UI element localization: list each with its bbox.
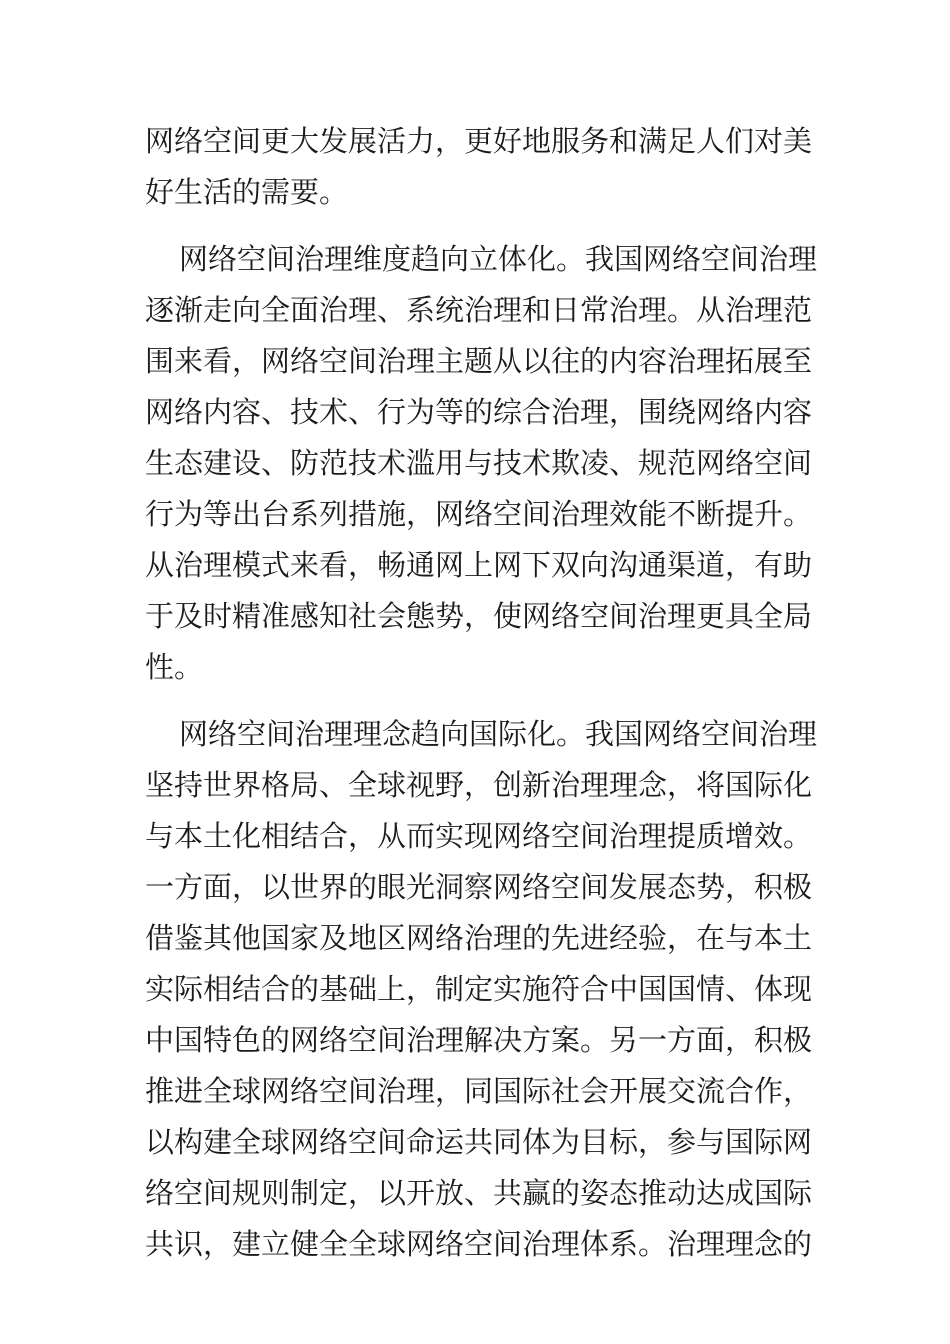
text-line: 中国特色的网络空间治理解决方案。另一方面，积极 [145,1023,813,1057]
text-line: 坚持世界格局、全球视野，创新治理理念，将国际化 [145,768,813,802]
paragraph-3 [145,709,818,1270]
text-line: 以构建全球网络空间命运共同体为目标，参与国际网 [145,1125,813,1159]
text-line: 性。 [145,650,204,684]
paragraph-2 [145,234,818,693]
text-line: 围来看，网络空间治理主题从以往的内容治理拓展至 [145,344,813,378]
paragraph-gap [145,218,807,234]
text-line: 与本土化相结合，从而实现网络空间治理提质增效。 [145,819,813,853]
paragraph-1 [145,116,813,218]
text-line: 好生活的需要。 [145,175,349,209]
text-line: 从治理模式来看，畅通网上网下双向沟通渠道，有助 [145,548,813,582]
text-line: 生态建设、防范技术滥用与技术欺凌、规范网络空间 [145,446,813,480]
text-line: 网络空间更大发展活力，更好地服务和满足人们对美 [145,124,813,158]
body-text [145,116,818,1270]
text-line: 实际相结合的基础上，制定实施符合中国国情、体现 [145,972,813,1006]
text-line: 一方面，以世界的眼光洞察网络空间发展态势，积极 [145,870,813,904]
text-line: 网络内容、技术、行为等的综合治理，围绕网络内容 [145,395,813,429]
text-line: 于及时精准感知社会態势，使网络空间治理更具全局 [145,599,813,633]
text-line: 行为等出台系列措施，网络空间治理效能不断提升。 [145,497,813,531]
text-line: 网络空间治理理念趋向国际化。我国网络空间治理 [179,717,818,751]
text-line: 逐渐走向全面治理、系统治理和日常治理。从治理范 [145,293,813,327]
text-line: 网络空间治理维度趋向立体化。我国网络空间治理 [179,242,818,276]
text-line: 共识，建立健全全球网络空间治理体系。治理理念的 [145,1227,813,1261]
text-line: 推进全球网络空间治理，同国际社会开展交流合作， [145,1074,813,1108]
text-line: 借鉴其他国家及地区网络治理的先进经验，在与本土 [145,921,813,955]
text-line: 络空间规则制定，以开放、共赢的姿态推动达成国际 [145,1176,813,1210]
paragraph-gap [145,693,807,709]
